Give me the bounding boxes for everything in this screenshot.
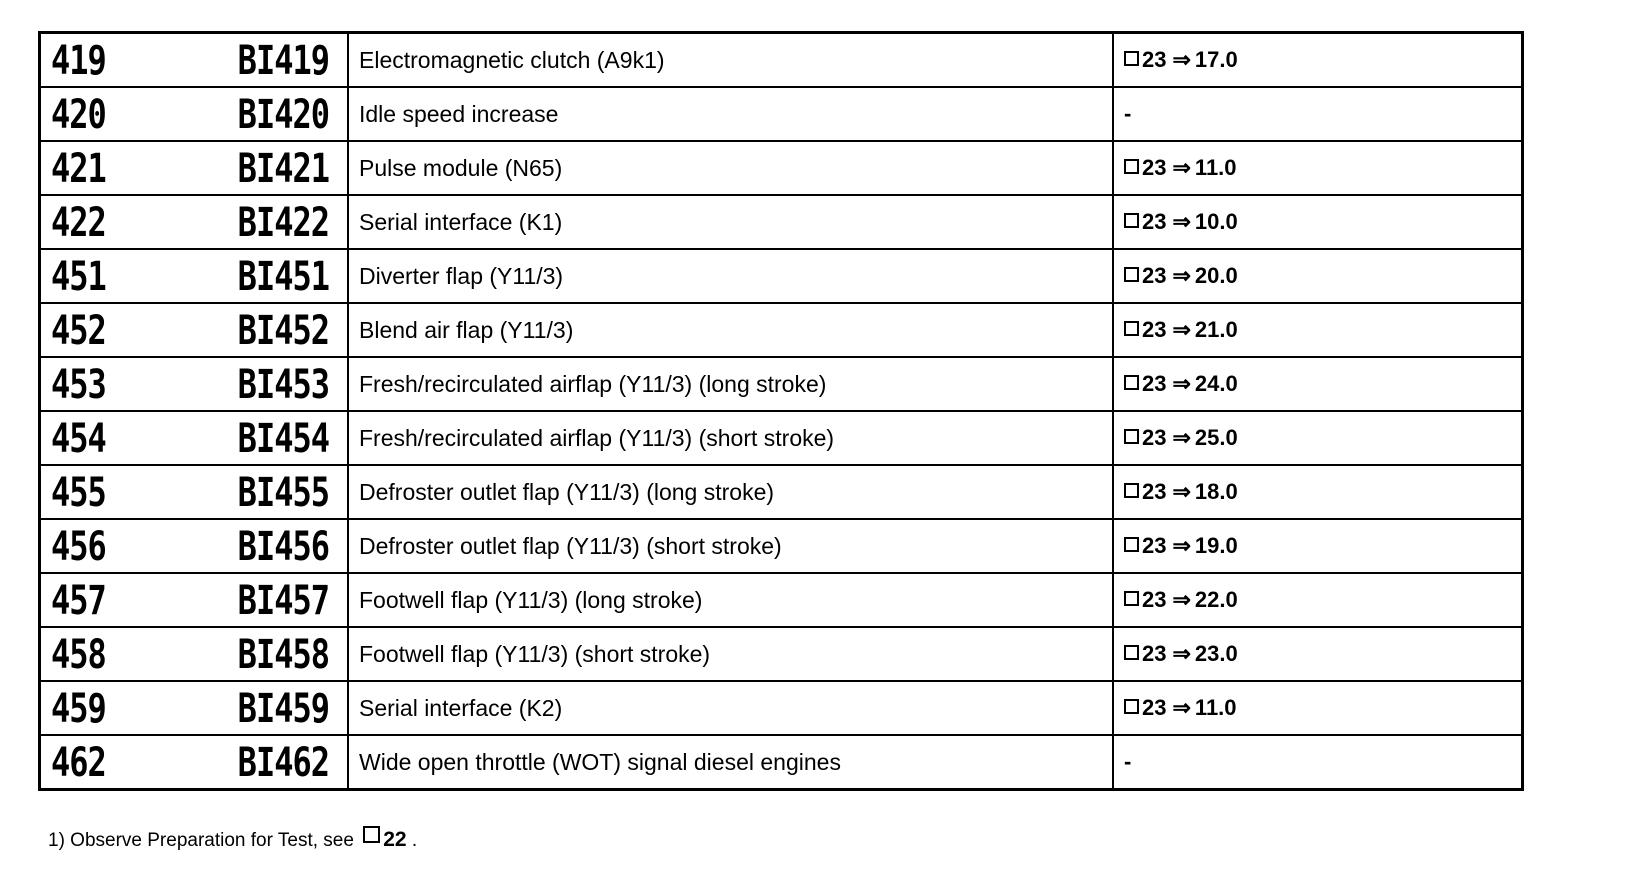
reference-box-icon	[363, 826, 380, 843]
footnote	[48, 826, 417, 852]
footnote-text: 1) Observe Preparation for Test, see	[48, 830, 354, 851]
reference-number[interactable]: 23	[1142, 47, 1167, 72]
reference-step[interactable]: 11.0	[1194, 695, 1237, 720]
code-cell	[40, 33, 349, 88]
fault-description: Serial interface (K1)	[359, 208, 563, 235]
arrow-right-icon: ⇒	[1172, 533, 1191, 558]
reference-box-icon	[1124, 51, 1139, 66]
code-cell	[40, 465, 349, 519]
reference-step[interactable]: 19.0	[1194, 533, 1238, 558]
code-cell	[40, 303, 349, 357]
arrow-right-icon: ⇒	[1172, 371, 1191, 396]
reference-box-icon	[1124, 213, 1139, 228]
arrow-right-icon: ⇒	[1172, 47, 1191, 72]
blink-code: BI462	[237, 738, 329, 786]
reference-box-icon	[1124, 375, 1139, 390]
code-cell	[40, 141, 349, 195]
code-cell	[40, 195, 349, 249]
arrow-right-icon: ⇒	[1172, 641, 1191, 666]
reference-box-icon	[1124, 429, 1139, 444]
code-cell	[40, 357, 349, 411]
reference-number[interactable]: 23	[1142, 695, 1167, 720]
fault-code: 451	[51, 252, 106, 300]
arrow-right-icon: ⇒	[1172, 587, 1191, 612]
code-cell	[40, 735, 349, 790]
reference-box-icon	[1124, 321, 1139, 336]
table-row	[40, 411, 1523, 465]
table-row	[40, 465, 1523, 519]
description-cell	[348, 303, 1113, 357]
arrow-right-icon: ⇒	[1172, 479, 1191, 504]
reference-step[interactable]: 21.0	[1194, 317, 1238, 342]
fault-description: Idle speed increase	[359, 100, 559, 127]
arrow-right-icon: ⇒	[1172, 209, 1191, 234]
description-cell	[348, 141, 1113, 195]
table-row	[40, 249, 1523, 303]
description-cell	[348, 411, 1113, 465]
test-reference-cell[interactable]	[1113, 465, 1523, 519]
reference-step[interactable]: 23.0	[1194, 641, 1238, 666]
reference-number[interactable]: 23	[1142, 209, 1167, 234]
fault-description: Footwell flap (Y11/3) (long stroke)	[359, 586, 703, 613]
reference-box-icon	[1124, 483, 1139, 498]
code-cell	[40, 519, 349, 573]
blink-code: BI454	[237, 414, 329, 462]
fault-code: 457	[51, 576, 106, 624]
test-reference-cell[interactable]	[1113, 195, 1523, 249]
table-row	[40, 33, 1523, 88]
blink-code: BI458	[237, 630, 329, 678]
code-cell	[40, 573, 349, 627]
description-cell	[348, 357, 1113, 411]
arrow-right-icon: ⇒	[1172, 425, 1191, 450]
test-reference-cell[interactable]	[1113, 33, 1523, 88]
arrow-right-icon: ⇒	[1172, 155, 1191, 180]
blink-code: BI451	[237, 252, 329, 300]
reference-step[interactable]: 11.0	[1194, 155, 1237, 180]
description-cell	[348, 465, 1113, 519]
reference-step[interactable]: 24.0	[1194, 371, 1238, 396]
test-reference-cell[interactable]	[1113, 141, 1523, 195]
fault-description: Defroster outlet flap (Y11/3) (long stroke)	[359, 478, 775, 505]
test-reference-cell[interactable]	[1113, 519, 1523, 573]
fault-code: 422	[51, 198, 106, 246]
description-cell	[348, 519, 1113, 573]
reference-step[interactable]: 25.0	[1194, 425, 1238, 450]
table-row	[40, 735, 1523, 790]
reference-number[interactable]: 23	[1142, 587, 1167, 612]
table-row	[40, 87, 1523, 141]
fault-description: Defroster outlet flap (Y11/3) (short stroke)	[359, 532, 782, 559]
reference-number[interactable]: 23	[1142, 641, 1167, 666]
reference-step[interactable]: 18.0	[1194, 479, 1238, 504]
fault-code: 452	[51, 306, 106, 354]
blink-code: BI455	[237, 468, 329, 516]
fault-code: 456	[51, 522, 106, 570]
reference-box-icon	[1124, 159, 1139, 174]
description-cell	[348, 681, 1113, 735]
reference-number[interactable]: 23	[1142, 533, 1167, 558]
test-reference-cell	[1113, 87, 1523, 141]
table-row	[40, 573, 1523, 627]
test-reference-cell[interactable]	[1113, 627, 1523, 681]
fault-description: Fresh/recirculated airflap (Y11/3) (long stroke)	[359, 370, 827, 397]
fault-code: 454	[51, 414, 106, 462]
test-reference-cell[interactable]	[1113, 249, 1523, 303]
test-reference-cell[interactable]	[1113, 573, 1523, 627]
code-cell	[40, 249, 349, 303]
table-row	[40, 357, 1523, 411]
no-reference-dash: -	[1124, 749, 1132, 774]
description-cell	[348, 33, 1113, 88]
blink-code: BI419	[237, 36, 329, 84]
arrow-right-icon: ⇒	[1172, 317, 1191, 342]
blink-code: BI421	[237, 144, 329, 192]
table-row	[40, 681, 1523, 735]
fault-code: 458	[51, 630, 106, 678]
reference-box-icon	[1124, 699, 1139, 714]
test-reference-cell	[1113, 735, 1523, 790]
reference-number[interactable]: 23	[1142, 479, 1167, 504]
fault-code: 421	[51, 144, 106, 192]
description-cell	[348, 249, 1113, 303]
description-cell	[348, 627, 1113, 681]
reference-number[interactable]: 23	[1142, 425, 1167, 450]
arrow-right-icon: ⇒	[1172, 263, 1191, 288]
reference-number[interactable]: 23	[1142, 317, 1167, 342]
reference-step[interactable]: 22.0	[1194, 587, 1238, 612]
description-cell	[348, 735, 1113, 790]
test-reference-cell[interactable]	[1113, 303, 1523, 357]
blink-code: BI456	[237, 522, 329, 570]
fault-code: 453	[51, 360, 106, 408]
reference-number[interactable]: 23	[1142, 371, 1167, 396]
fault-description: Serial interface (K2)	[359, 694, 563, 721]
test-reference-cell[interactable]	[1113, 681, 1523, 735]
test-reference-cell[interactable]	[1113, 411, 1523, 465]
reference-box-icon	[1124, 645, 1139, 660]
fault-description: Pulse module (N65)	[359, 154, 563, 181]
fault-code: 419	[51, 36, 106, 84]
fault-code: 459	[51, 684, 106, 732]
fault-description: Diverter flap (Y11/3)	[359, 262, 564, 289]
test-reference-cell[interactable]	[1113, 357, 1523, 411]
reference-number[interactable]: 23	[1142, 155, 1167, 180]
description-cell	[348, 573, 1113, 627]
reference-step[interactable]: 20.0	[1194, 263, 1238, 288]
reference-step[interactable]: 17.0	[1194, 47, 1238, 72]
fault-description: Fresh/recirculated airflap (Y11/3) (short stroke)	[359, 424, 835, 451]
fault-code: 455	[51, 468, 106, 516]
blink-code: BI453	[237, 360, 329, 408]
reference-box-icon	[1124, 591, 1139, 606]
blink-code: BI420	[237, 90, 329, 138]
code-cell	[40, 87, 349, 141]
blink-code: BI457	[237, 576, 329, 624]
table-row	[40, 141, 1523, 195]
table-row	[40, 195, 1523, 249]
fault-description: Footwell flap (Y11/3) (short stroke)	[359, 640, 711, 667]
arrow-right-icon: ⇒	[1172, 695, 1191, 720]
reference-number[interactable]: 23	[1142, 263, 1167, 288]
table-row	[40, 519, 1523, 573]
fault-description: Blend air flap (Y11/3)	[359, 316, 574, 343]
reference-box-icon	[1124, 537, 1139, 552]
table-row	[40, 627, 1523, 681]
footnote-end: .	[411, 830, 418, 851]
blink-code: BI422	[237, 198, 329, 246]
description-cell	[348, 195, 1113, 249]
code-cell	[40, 627, 349, 681]
fault-description: Electromagnetic clutch (A9k1)	[359, 46, 665, 73]
reference-step[interactable]: 10.0	[1194, 209, 1238, 234]
fault-code: 462	[51, 738, 106, 786]
blink-code: BI452	[237, 306, 329, 354]
reference-box-icon	[1124, 267, 1139, 282]
code-cell	[40, 411, 349, 465]
no-reference-dash: -	[1124, 101, 1132, 126]
fault-code-table	[38, 31, 1524, 791]
fault-description: Wide open throttle (WOT) signal diesel engines	[359, 748, 841, 775]
code-cell	[40, 681, 349, 735]
fault-code: 420	[51, 90, 106, 138]
table-row	[40, 303, 1523, 357]
blink-code: BI459	[237, 684, 329, 732]
description-cell	[348, 87, 1113, 141]
footnote-ref-link[interactable]: 22	[383, 828, 407, 851]
